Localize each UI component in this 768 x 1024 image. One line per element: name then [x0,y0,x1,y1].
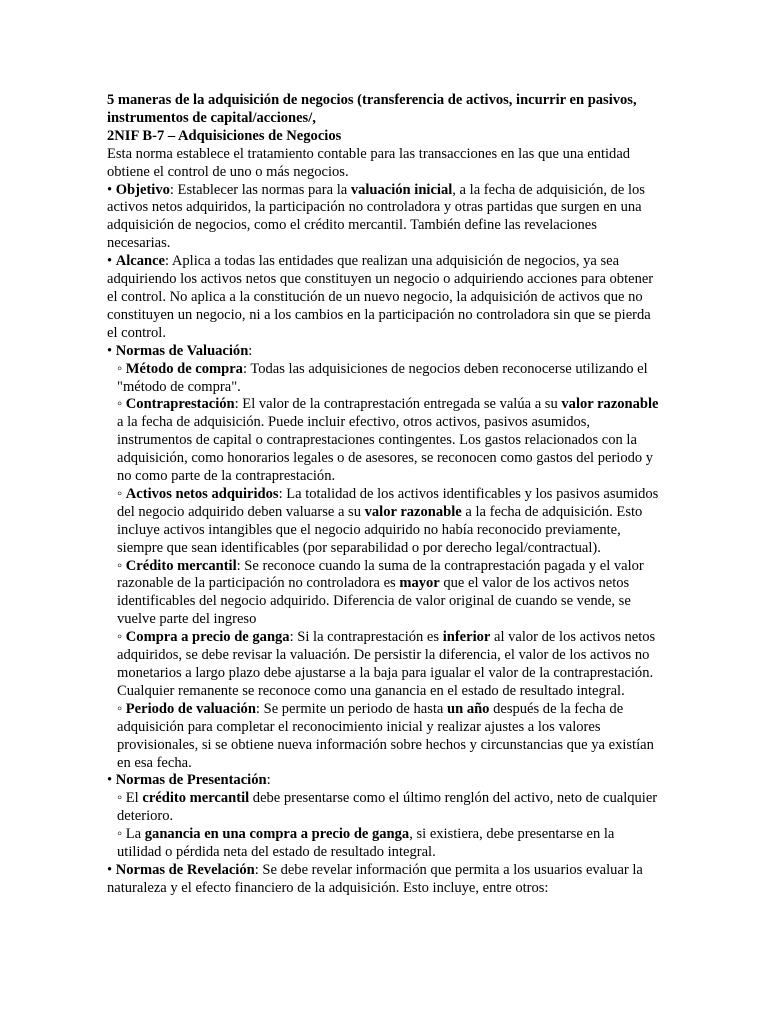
credito-mercantil-text-2: que el valor de los activos netos identificables del negocio adquirido. Diferencia de valor original de cuando se vende, se vuelve parte del ingreso [117,575,631,628]
contraprestacion-item [107,396,660,486]
sub-marker: ◦ [117,485,126,502]
objetivo-text-2: , a la fecha de adquisición, de los activos netos adquiridos, la participación no controladora y otras partidas que surgen en una adquisición de negocios, como el crédito mercantil. También define las revelaciones necesarias. [107,181,645,252]
presentacion-ganancia-item [107,826,660,862]
normas-presentacion-label: Normas de Presentación [115,772,267,789]
contraprestacion-bold-1: valor razonable [561,396,659,413]
objetivo-label: Objetivo [115,181,170,198]
objetivo-bold-1: valuación inicial [350,181,453,198]
metodo-compra-text: : Todas las adquisiciones de negocios deben reconocerse utilizando el "método de compra". [117,360,648,395]
presentacion-credito-text-2: debe presentarse como el último renglón del activo, neto de cualquier deterioro. [117,790,658,825]
metodo-compra-item [107,361,660,397]
sub-marker: ◦ [117,557,126,574]
alcance-label: Alcance [115,253,166,270]
sub-marker: ◦ [117,360,126,377]
compra-ganga-text-1: : Si la contraprestación es [289,629,443,646]
normas-valuacion-heading [107,343,660,361]
activos-netos-item [107,486,660,558]
bullet: • [107,861,116,878]
presentacion-ganancia-text-1: La [125,826,145,843]
normas-presentacion-heading [107,772,660,790]
sub-marker: ◦ [117,790,126,807]
colon: : [266,772,271,789]
normas-revelacion-label: Normas de Revelación [115,861,255,878]
metodo-compra-label: Método de compra [125,360,243,377]
compra-ganga-label: Compra a precio de ganga [125,629,290,646]
normas-valuacion-label: Normas de Valuación [115,342,249,359]
bullet: • [107,253,116,270]
objetivo-paragraph [107,182,660,254]
compra-ganga-text-2: al valor de los activos netos adquiridos, se debe revisar la valuación. De persistir la diferencia, el valor de los activos no monetarios a largo plazo debe ajustarse a la baja para igualar el valor de la contraprestación. Cualquier remanente se reconoce como una ganancia en el estado de resultado integral. [117,629,656,699]
sub-marker: ◦ [117,629,126,646]
credito-mercantil-label: Crédito mercantil [125,557,237,574]
activos-netos-text-2: a la fecha de adquisición. Esto incluye activos intangibles que el negocio adquirido no había reconocido previamente, siempre que sean identificables (por separabilidad o por derecho legal/contractual). [117,503,643,556]
periodo-valuacion-bold-1: un año [447,700,490,717]
alcance-paragraph [107,253,660,343]
presentacion-credito-item [107,790,660,826]
periodo-valuacion-text-2: después de la fecha de adquisición para completar el reconocimiento inicial y realizar ajustes a los valores provisionales, si se obtiene nueva información sobre hechos y circunstancias que ya existían en esa fecha. [117,700,654,771]
intro-paragraph: Esta norma establece el tratamiento contable para las transacciones en las que una entidad obtiene el control de uno o más negocios. [107,145,631,180]
activos-netos-bold-1: valor razonable [364,503,462,520]
credito-mercantil-item [107,558,660,630]
sub-marker: ◦ [117,396,126,413]
normas-revelacion-paragraph [107,862,660,898]
alcance-text: : Aplica a todas las entidades que realizan una adquisición de negocios, ya sea adquiriendo los activos netos que constituyen un negocio o adquiriendo acciones para obtener el control. No aplica a la constitución de un nuevo negocio, la adquisición de activos que no constituyen un negocio, ni a los cambios en la participación no controladora sin que se pierda el control. [107,253,654,341]
bullet: • [107,342,116,359]
bullet: • [107,181,116,198]
periodo-valuacion-label: Periodo de valuación [125,700,256,717]
bullet: • [107,772,116,789]
presentacion-ganancia-bold-1: ganancia en una compra a precio de ganga [144,826,410,843]
document-page [107,92,660,898]
contraprestacion-text-2: a la fecha de adquisición. Puede incluir efectivo, otros activos, pasivos asumidos, instrumentos de capital o contraprestaciones contingentes. Los gastos relacionados con la adquisición, como honorarios legales o de asesores, se reconocen como gastos del periodo y no como parte de la contraprestación. [117,414,654,485]
title-text: 5 maneras de la adquisición de negocios (transferencia de activos, incurrir en pasivos, instrumentos de capital/acciones/, [107,92,637,126]
sub-marker: ◦ [117,826,126,843]
credito-mercantil-text-1: : Se reconoce cuando la suma de la contraprestación pagada y el valor razonable de la participación no controladora es [117,557,644,592]
credito-mercantil-bold-1: mayor [399,575,440,592]
compra-ganga-item [107,629,660,701]
activos-netos-text-1: : La totalidad de los activos identificables y los pasivos asumidos del negocio adquirido deben valuarse a su [117,485,659,520]
subtitle-text: 2NIF B-7 – Adquisiciones de Negocios [107,127,342,144]
activos-netos-label: Activos netos adquiridos [125,485,279,502]
contraprestacion-text-1: : El valor de la contraprestación entregada se valúa a su [234,396,562,413]
colon: : [248,342,253,359]
presentacion-credito-bold-1: crédito mercantil [142,790,250,807]
normas-revelacion-text: : Se debe revelar información que permita a los usuarios evaluar la naturaleza y el efecto financiero de la adquisición. Esto incluye, entre otros: [107,861,643,896]
periodo-valuacion-item [107,701,660,773]
presentacion-credito-text-1: El [125,790,143,807]
document-title [107,92,660,146]
periodo-valuacion-text-1: : Se permite un periodo de hasta [255,700,447,717]
contraprestacion-label: Contraprestación [125,396,235,413]
compra-ganga-bold-1: inferior [442,629,491,646]
objetivo-text-1: : Establecer las normas para la [169,181,351,198]
presentacion-ganancia-text-2: , si existiera, debe presentarse en la utilidad o pérdida neta del estado de resultado integral. [117,826,615,861]
sub-marker: ◦ [117,700,126,717]
